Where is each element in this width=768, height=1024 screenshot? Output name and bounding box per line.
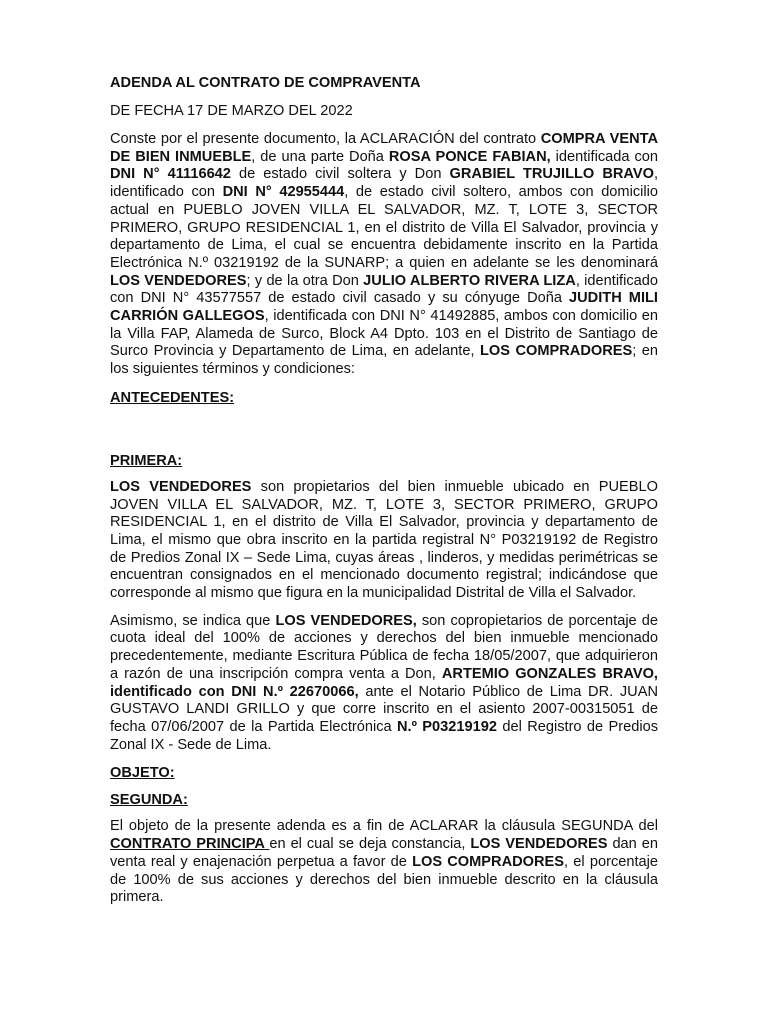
blank-space: [110, 416, 658, 452]
text-run: Conste por el presente documento, la ACLARACIÓN del contrato: [110, 131, 541, 147]
bold-text: JUDITH MILI CARRIÓN GALLEGOS: [110, 290, 658, 325]
heading-antecedentes: ANTECEDENTES:: [110, 389, 235, 406]
bold-text: JULIO ALBERTO RIVERA LIZA: [363, 272, 576, 289]
bold-text: LOS COMPRADORES: [412, 853, 565, 870]
bold-text: ROSA PONCE FABIAN,: [388, 148, 551, 165]
bold-text: DNI N° 41116642: [110, 166, 231, 183]
bold-text: N.º P03219192: [397, 718, 497, 735]
bold-text: COMPRA VENTA DE BIEN INMUEBLE: [110, 131, 658, 165]
text-run: ante el Notario Público de Lima DR. JUAN GUSTAVO LANDI GRILLO y que corre inscrito en el asiento 2007-00315051 de fecha 07/06/2007 de la Partida Electrónica: [110, 683, 658, 735]
bold-text: GRABIEL TRUJILLO BRAVO: [449, 166, 654, 183]
text-run: , de una parte Doña: [251, 148, 389, 165]
bold-text: LOS COMPRADORES: [479, 343, 633, 360]
text-run: son propietarios del bien inmueble ubicado en PUEBLO JOVEN VILLA EL SALVADOR, MZ. T, LOTE 3, SECTOR PRIMERO, GRUPO RESIDENCIAL 1, en el distrito de Villa El Salvador, provincia y departamento de Lima, el mismo que obra inscrito en la partida registral N° P03219192 de Registro de Predios Zonal IX – Sede Lima, cuyas áreas , linderos, y medidas perimétricas se encuentran consignados en el mencionado documento registral; indicándose que corresponde al mismo que figura en la municipalidad Distrital de Villa el Salvador.: [110, 478, 658, 602]
text-run: dan en venta real y enajenación perpetua a favor de: [110, 836, 658, 870]
primera-paragraph-2: [110, 613, 658, 755]
text-run: son copropietarios de porcentaje de cuota ideal del 100% de acciones y derechos del bien inmueble mencionado precedentemente, mediante Escritura Pública de fecha 18/05/2007, que adquirieron a razón de una inscripción compra venta a Don,: [110, 612, 658, 682]
bold-text: LOS VENDEDORES: [110, 478, 252, 495]
heading-objeto: OBJETO:: [110, 765, 175, 782]
text-run: del Registro de Predios Zonal IX - Sede de Lima.: [110, 718, 659, 753]
segunda-paragraph-1: [110, 818, 658, 907]
bold-text: LOS VENDEDORES: [110, 272, 247, 289]
text-run: , identificada con DNI N° 41492885, ambos con domicilio en la Villa FAP, Alameda de Surco, Block A4 Dpto. 103 en el Distrito de Santiago de Surco Provincia y Departamento de Lima, en adelante,: [110, 308, 658, 360]
heading-segunda: SEGUNDA:: [110, 792, 188, 809]
text-run: , de estado civil soltero, ambos con domicilio actual en PUEBLO JOVEN VILLA EL SALVADOR, MZ. T, LOTE 3, SECTOR PRIMERO, GRUPO RESIDENCIAL 1, en el distrito de Villa El Salvador, provincia y departamento de Lima, el cual se encuentra debidamente inscrito en la Partida Electrónica N.º 03219192 de la SUNARP; a quien en adelante se les denominará: [110, 184, 658, 271]
document-date: DE FECHA 17 DE MARZO DEL 2022: [110, 103, 353, 119]
text-run: ; y de la otra Don: [246, 272, 364, 289]
text-run: ; en los siguientes términos y condiciones:: [110, 343, 659, 378]
intro-paragraph: [110, 131, 658, 379]
text-run: de estado civil soltera y Don: [230, 166, 450, 183]
bold-text: DNI N° 42955444: [222, 184, 345, 201]
bold-text: ARTEMIO GONZALES BRAVO, identificado con DNI N.º 22670066,: [110, 665, 658, 700]
bold-text: CONTRATO PRINCIPA: [110, 836, 270, 853]
text-run: El objeto de la presente adenda es a fin de ACLARAR la cláusula SEGUNDA del: [110, 818, 658, 835]
text-run: Asimismo, se indica que: [110, 612, 276, 629]
bold-text: LOS VENDEDORES,: [275, 612, 417, 629]
document-page: [110, 74, 658, 917]
bold-text: LOS VENDEDORES: [470, 836, 608, 853]
text-run: , identificado con: [110, 166, 659, 201]
text-run: , el porcentaje de 100% de sus acciones y derechos del bien inmueble descrito en la cláusula primera.: [110, 853, 658, 906]
heading-primera: PRIMERA:: [110, 452, 183, 469]
text-run: en el cual se deja constancia,: [269, 836, 471, 853]
document-title: ADENDA AL CONTRATO DE COMPRAVENTA: [110, 75, 421, 91]
text-run: identificada con: [550, 148, 658, 165]
text-run: , identificado con DNI N° 43577557 de estado civil casado y su cónyuge Doña: [110, 272, 658, 307]
primera-paragraph-1: [110, 479, 658, 603]
